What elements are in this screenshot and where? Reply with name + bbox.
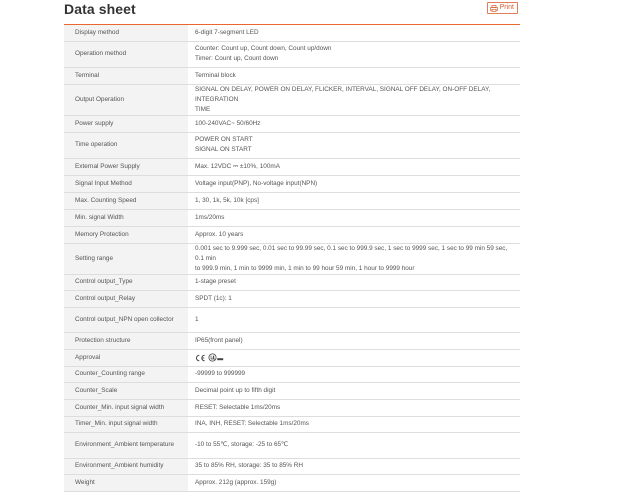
spec-value — [188, 290, 520, 307]
table-row — [64, 192, 520, 209]
table-row — [64, 41, 520, 67]
spec-label: Counter_Min. input signal width — [64, 399, 188, 416]
page-title: Data sheet — [64, 1, 136, 17]
table-row — [64, 349, 520, 366]
spec-label: Signal Input Method — [64, 175, 188, 192]
spec-value — [188, 67, 520, 84]
table-row — [64, 416, 520, 432]
table-row — [64, 158, 520, 175]
spec-label: Setting range — [64, 243, 188, 274]
spec-value — [188, 458, 520, 474]
table-row — [64, 115, 520, 132]
table-row — [64, 243, 520, 274]
spec-value-line: Voltage input(PNP), No-voltage input(NPN) — [195, 179, 318, 187]
ce-mark-icon — [195, 354, 206, 362]
table-row — [64, 332, 520, 349]
spec-label: Approval — [64, 349, 188, 366]
table-row — [64, 366, 520, 382]
table-row — [64, 307, 520, 332]
spec-value-line: 1, 30, 1k, 5k, 10k [cps] — [195, 196, 259, 204]
spec-value — [188, 226, 520, 243]
spec-value-line: 1ms/20ms — [195, 213, 225, 221]
spec-label: Output Operation — [64, 84, 188, 115]
spec-value — [188, 399, 520, 416]
table-row — [64, 226, 520, 243]
spec-value — [188, 243, 520, 274]
spec-value — [188, 41, 520, 67]
spec-label: Control output_NPN open collector — [64, 307, 188, 332]
spec-value — [188, 158, 520, 175]
spec-label: Timer_Min. input signal width — [64, 416, 188, 432]
spec-label: Counter_Scale — [64, 382, 188, 399]
spec-value — [188, 209, 520, 226]
datasheet-header — [64, 0, 520, 25]
spec-value — [188, 274, 520, 290]
spec-label: External Power Supply — [64, 158, 188, 175]
spec-value-line: SPDT (1c): 1 — [195, 294, 232, 302]
spec-value — [188, 84, 520, 115]
spec-label: Power supply — [64, 115, 188, 132]
spec-value — [188, 349, 520, 366]
spec-value-line: Decimal point up to fifth digit — [195, 386, 276, 394]
print-label: Print — [499, 4, 514, 11]
table-row — [64, 290, 520, 307]
spec-label: Min. signal Width — [64, 209, 188, 226]
spec-value-line: 100-240VAC~ 50/60Hz — [195, 119, 261, 127]
print-button[interactable] — [487, 2, 518, 14]
spec-value-line: 35 to 85% RH, storage: 35 to 85% RH — [195, 462, 303, 469]
spec-value-line: -99999 to 999999 — [195, 370, 246, 377]
spec-label: Terminal — [64, 67, 188, 84]
spec-value — [188, 307, 520, 332]
table-row — [64, 382, 520, 399]
spec-label: Time operation — [64, 132, 188, 158]
spec-label: Environment_Ambient temperature — [64, 432, 188, 458]
spec-value — [188, 432, 520, 458]
spec-label: Max. Counting Speed — [64, 192, 188, 209]
spec-value — [188, 366, 520, 382]
table-row — [64, 458, 520, 474]
spec-value-line: Terminal block — [195, 71, 236, 79]
spec-value-line: 1 — [195, 315, 199, 323]
spec-label: Operation method — [64, 41, 188, 67]
table-row — [64, 474, 520, 491]
table-row — [64, 432, 520, 458]
table-row — [64, 132, 520, 158]
ul-mark-icon — [208, 353, 224, 362]
spec-label: Weight — [64, 474, 188, 491]
spec-value-line: 6-digit 7-segment LED — [195, 28, 259, 36]
printer-icon — [490, 5, 498, 12]
spec-label: Counter_Counting range — [64, 366, 188, 382]
table-row — [64, 209, 520, 226]
spec-label: Environment_Ambient humidity — [64, 458, 188, 474]
spec-value-line: IP65(front panel) — [195, 336, 243, 344]
spec-value-line: 1-stage preset — [195, 278, 236, 285]
spec-value-line: Timer: Count up, Count down — [195, 55, 279, 62]
spec-label: Control output_Relay — [64, 290, 188, 307]
spec-value — [188, 474, 520, 491]
spec-value — [188, 416, 520, 432]
spec-value-line: -10 to 55℃, storage: -25 to 65℃ — [195, 441, 289, 448]
spec-value — [188, 25, 520, 41]
spec-value-line: Approx. 10 years — [195, 230, 244, 238]
spec-value-line: SIGNAL ON START — [195, 146, 252, 153]
spec-value-line: INA, INH, RESET: Selectable 1ms/20ms — [195, 420, 310, 427]
spec-label: Memory Protection — [64, 226, 188, 243]
spec-value — [188, 175, 520, 192]
datasheet-table — [64, 25, 520, 492]
table-row — [64, 274, 520, 290]
approval-marks — [195, 353, 510, 363]
spec-value-line: Counter: Count up, Count down, Count up/down — [195, 45, 332, 52]
spec-value — [188, 115, 520, 132]
spec-value-line: Approx. 212g (approx. 159g) — [195, 478, 277, 486]
spec-value — [188, 132, 520, 158]
spec-value — [188, 382, 520, 399]
spec-value-line: Max. 12VDC ⎓ ±10%, 100mA — [195, 162, 280, 170]
spec-value-line: 0.001 sec to 9.999 sec, 0.01 sec to 99.99 sec, 0.1 sec to 999.9 sec, 1 sec to 9999 sec, 1 sec to 99 min 59 sec, 0.1 min — [195, 244, 508, 262]
spec-value-line: TIME — [195, 105, 211, 113]
spec-label: Display method — [64, 25, 188, 41]
spec-label: Control output_Type — [64, 274, 188, 290]
table-row — [64, 175, 520, 192]
spec-value — [188, 192, 520, 209]
table-row — [64, 399, 520, 416]
spec-value — [188, 332, 520, 349]
spec-label: Protection structure — [64, 332, 188, 349]
spec-value-line: POWER ON START — [195, 136, 253, 143]
spec-value-line: RESET: Selectable 1ms/20ms — [195, 403, 281, 411]
table-row — [64, 84, 520, 115]
spec-value-line: SIGNAL ON DELAY, POWER ON DELAY, FLICKER, INTERVAL, SIGNAL OFF DELAY, ON-OFF DELAY, INTEGRATION — [195, 85, 491, 103]
table-row — [64, 25, 520, 41]
spec-value-line: to 999.9 min, 1 min to 9999 min, 1 min to 99 hour 59 min, 1 hour to 9999 hour — [195, 264, 415, 272]
table-row — [64, 67, 520, 84]
